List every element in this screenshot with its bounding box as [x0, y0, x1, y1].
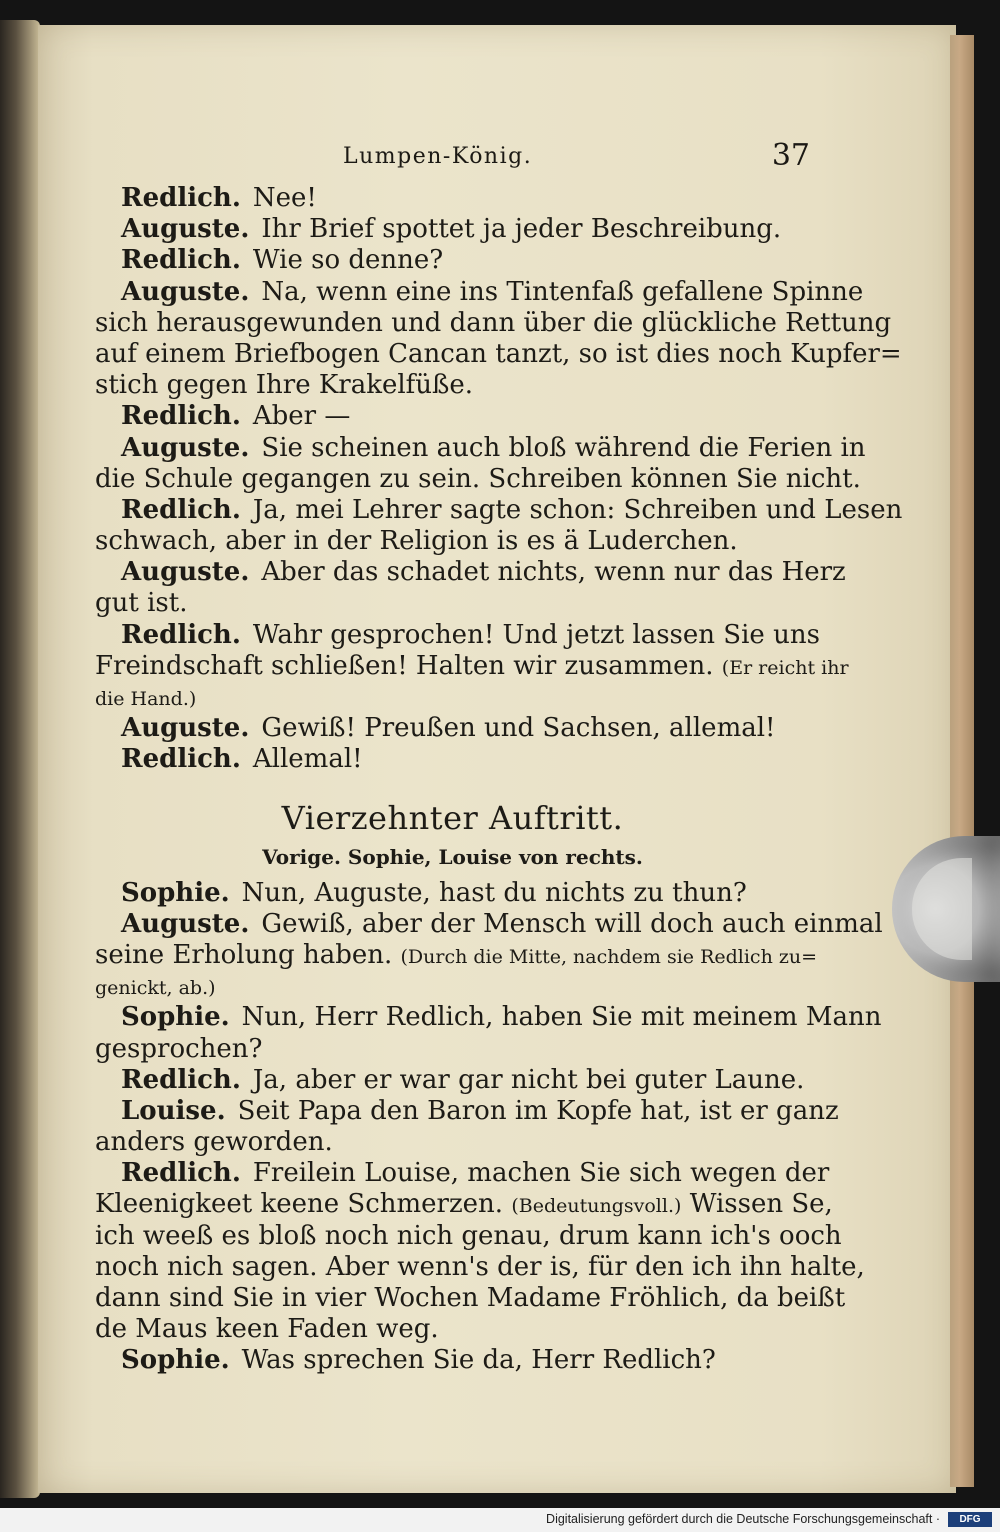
text-line	[95, 432, 866, 464]
text-line	[95, 1127, 810, 1158]
text-line	[95, 1189, 833, 1220]
stage-direction: (Bedeutungsvoll.)	[511, 1195, 682, 1218]
line-text: ich weeß es bloß noch nich genau, drum kann ich's ooch	[95, 1220, 842, 1251]
text-line	[95, 1065, 810, 1096]
line-text: Allemal!	[252, 744, 363, 775]
line-text: noch nich sagen. Aber wenn's der is, für den ich ihn halte,	[95, 1251, 865, 1282]
running-title: Lumpen-König.	[343, 144, 533, 169]
text-line	[95, 1220, 842, 1252]
digitization-footer	[0, 1508, 1000, 1532]
text-line	[95, 338, 902, 370]
text-line	[95, 494, 903, 526]
dialogue-part-1	[95, 183, 903, 776]
line-text: auf einem Briefbogen Cancan tanzt, so ist dies noch Kupfer=	[95, 338, 902, 369]
text-line	[95, 1314, 810, 1345]
text-line	[95, 276, 864, 308]
text-line	[95, 650, 849, 682]
text-line	[95, 214, 810, 245]
text-line	[95, 1251, 865, 1283]
speaker-name: Louise.	[121, 1095, 226, 1126]
line-text: Kleenigkeet keene Schmerzen.	[95, 1189, 504, 1220]
speaker-name: Auguste.	[121, 557, 250, 588]
text-line	[95, 619, 820, 651]
scene-subtitle: Vorige. Sophie, Louise von rechts.	[262, 844, 643, 869]
text-line	[95, 908, 883, 940]
speaker-name: Redlich.	[121, 1064, 241, 1095]
line-text: stich gegen Ihre Krakelfüße.	[95, 370, 474, 401]
speaker-name: Redlich.	[121, 183, 241, 213]
speaker-name: Redlich.	[121, 401, 241, 432]
text-line	[95, 744, 810, 775]
line-text: gut ist.	[95, 588, 188, 619]
line-text: Sie scheinen auch bloß während die Ferien in	[261, 432, 866, 463]
text-line	[95, 307, 892, 339]
line-text: Nee!	[252, 183, 317, 213]
dialogue-part-2	[95, 877, 883, 1377]
page-header	[95, 138, 810, 178]
dfg-logo: DFG	[948, 1512, 992, 1527]
text-line	[95, 1345, 810, 1376]
line-text: Was sprechen Sie da, Herr Redlich?	[241, 1345, 716, 1376]
text-line	[95, 463, 861, 495]
text-line	[95, 1095, 839, 1127]
line-text: Ja, mei Lehrer sagte schon: Schreiben und Lesen	[252, 494, 903, 525]
stage-direction: (Durch die Mitte, nachdem sie Redlich zu=	[400, 945, 818, 968]
speaker-name: Auguste.	[121, 432, 250, 463]
line-text: Gewiß! Preußen und Sachsen, allemal!	[261, 713, 776, 744]
line-text: Nun, Auguste, hast du nichts zu thun?	[241, 877, 747, 908]
line-text: Seit Papa den Baron im Kopfe hat, ist er ganz	[237, 1095, 839, 1126]
line-text: Freindschaft schließen! Halten wir zusammen.	[95, 650, 714, 681]
line-text: Aber das schadet nichts, wenn nur das Herz	[261, 557, 846, 588]
text-line	[95, 245, 810, 276]
speaker-name: Auguste.	[121, 713, 250, 744]
text-line	[95, 1283, 846, 1314]
line-text: Ihr Brief spottet ja jeder Beschreibung.	[261, 214, 782, 245]
stage-direction: (Er reicht ihr	[721, 656, 849, 679]
scene-title: Vierzehnter Auftritt.	[281, 798, 624, 837]
line-text: Gewiß, aber der Mensch will doch auch einmal	[261, 908, 883, 939]
text-line	[95, 588, 810, 619]
line-text: Aber —	[252, 401, 351, 432]
funding-credit: Digitalisierung gefördert durch die Deutsche Forschungsgemeinschaft ·	[546, 1512, 940, 1526]
line-text-continued: Wissen Se,	[689, 1189, 833, 1220]
speaker-name: Auguste.	[121, 908, 250, 939]
text-line	[95, 878, 810, 909]
line-text: Wahr gesprochen! Und jetzt lassen Sie uns	[252, 619, 820, 650]
text-line	[95, 557, 846, 588]
line-text: Wie so denne?	[252, 245, 444, 276]
line-text: de Maus keen Faden weg.	[95, 1314, 439, 1345]
speaker-name: Redlich.	[121, 494, 241, 525]
text-line	[95, 183, 810, 214]
line-text: gesprochen?	[95, 1033, 263, 1064]
speaker-name: Sophie.	[121, 877, 230, 908]
previous-page-edge	[0, 20, 40, 1498]
text-line	[95, 401, 810, 432]
speaker-name: Redlich.	[121, 744, 241, 775]
line-text: Na, wenn eine ins Tintenfaß gefallene Spinne	[261, 276, 864, 307]
speaker-name: Sophie.	[121, 1002, 230, 1033]
line-text: seine Erholung haben.	[95, 939, 393, 970]
line-text: Freilein Louise, machen Sie sich wegen der	[252, 1158, 830, 1189]
play-text	[95, 183, 903, 1377]
text-line	[95, 370, 810, 401]
text-line	[95, 1002, 882, 1033]
stage-direction: genickt, ab.)	[95, 977, 216, 1000]
text-line	[95, 1158, 830, 1189]
line-text: Ja, aber er war gar nicht bei guter Laune.	[252, 1064, 805, 1095]
speaker-name: Sophie.	[121, 1345, 230, 1376]
text-line	[95, 682, 810, 713]
page-number: 37	[771, 138, 810, 173]
text-line	[95, 971, 810, 1002]
text-line	[95, 1034, 810, 1065]
text-line	[95, 939, 818, 971]
text-line	[95, 713, 810, 744]
line-text: Nun, Herr Redlich, haben Sie mit meinem Mann	[241, 1002, 882, 1033]
speaker-name: Auguste.	[121, 214, 250, 245]
line-text: dann sind Sie in vier Wochen Madame Fröhlich, da beißt	[95, 1283, 846, 1313]
line-text: schwach, aber in der Religion is es ä Luderchen.	[95, 526, 738, 557]
page-stack-edge	[950, 35, 974, 1487]
line-text: sich herausgewunden und dann über die glückliche Rettung	[95, 307, 892, 338]
stage-direction: die Hand.)	[95, 688, 197, 710]
line-text: die Schule gegangen zu sein. Schreiben können Sie nicht.	[95, 463, 861, 494]
speaker-name: Redlich.	[121, 619, 241, 650]
speaker-name: Auguste.	[121, 276, 250, 307]
speaker-name: Redlich.	[121, 1158, 241, 1189]
line-text: anders geworden.	[95, 1127, 333, 1158]
text-line	[95, 526, 810, 557]
speaker-name: Redlich.	[121, 245, 241, 276]
